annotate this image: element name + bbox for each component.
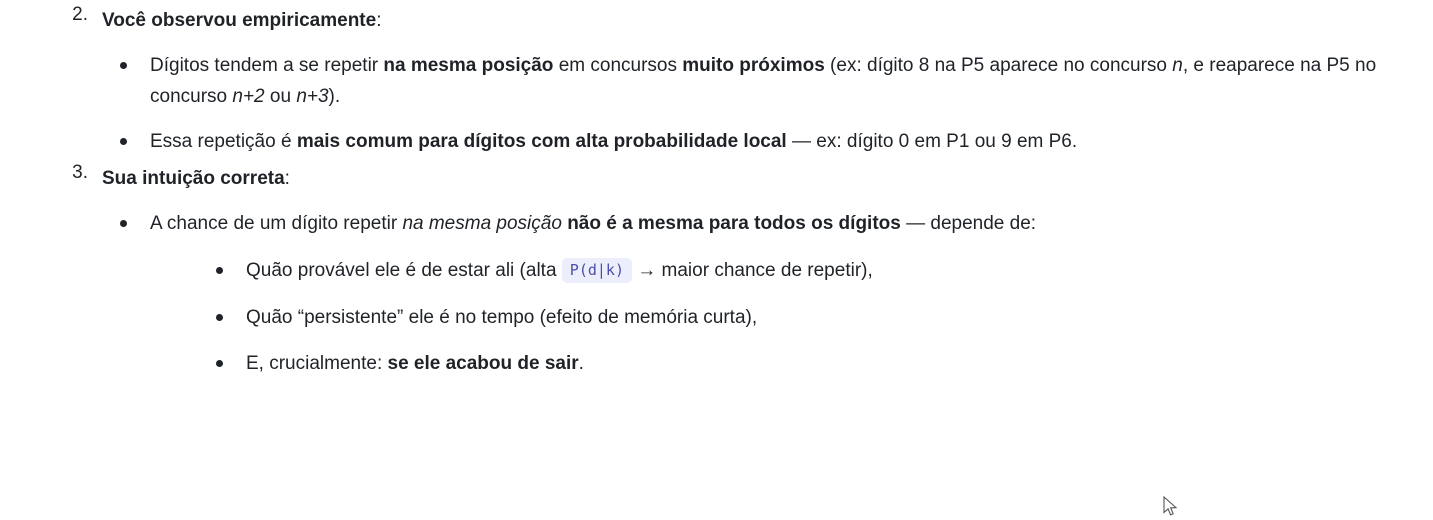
list-number: 3. [72,161,88,183]
italic-text: n+2 [232,86,265,108]
sub-bullet-text [246,260,873,281]
bullet-dot-icon [216,267,223,274]
text-run: Quão provável ele é de estar ali (alta [246,259,562,281]
bullet-dot-icon [216,360,223,367]
heading-bold-text: Você observou empiricamente [102,10,377,31]
bullet-list-item [102,209,1433,380]
bullet-text [150,131,1077,152]
text-run: em concursos [553,55,683,77]
text-run: → maior chance de repetir), [631,259,873,281]
heading-bold-text: Sua intuição correta [102,167,285,189]
heading-tail-text: : [376,10,382,31]
text-run: — depende de: [900,213,1037,235]
list-number: 2. [72,4,88,25]
sub-bullet-list-item [198,349,1433,380]
text-run: , e reaparece na P5 no concurso [150,55,1377,108]
text-run: E, crucialmente: [246,353,388,375]
text-run: ). [328,86,341,108]
bold-text: mais comum para dígitos com alta probabilidade local [296,130,787,152]
text-run: Essa repetição é [150,130,297,152]
bullet-list [102,209,1433,380]
bullet-dot-icon [120,138,127,145]
inline-code: P(d|k) [562,258,632,283]
bullet-list-item [102,51,1433,113]
bullet-dot-icon [120,62,127,69]
italic-text: n+3 [296,86,329,108]
text-run: Dígitos tendem a se repetir [150,55,384,77]
bullet-list-item [102,127,1433,158]
bullet-list [102,51,1433,157]
sub-bullet-text [246,307,757,328]
bullet-text [150,55,1376,107]
text-run: . [578,353,584,375]
bold-text: muito próximos [682,55,825,77]
text-run: ou [264,86,297,108]
sub-bullet-list-item [198,256,1433,287]
numbered-list-item [0,0,1433,158]
list-item-heading [102,158,1433,195]
italic-text: na mesma posição [402,213,562,235]
bold-text: na mesma posição [383,55,554,77]
text-run: A chance de um dígito repetir [150,213,403,235]
sub-bullet-list [198,256,1433,380]
sub-bullet-text [246,353,584,374]
bold-text: não é a mesma para todos os dígitos [567,213,901,235]
text-run: (ex: dígito 8 na P5 aparece no concurso [824,55,1173,77]
bullet-text [150,213,1036,234]
sub-bullet-list-item [198,303,1433,334]
text-run: Quão “persistente” ele é no tempo (efeito de memória curta), [246,306,758,328]
mouse-cursor-icon [1163,496,1179,518]
numbered-list-item [0,158,1433,381]
bold-text: se ele acabou de sair [387,353,579,375]
italic-text: n [1172,55,1183,77]
list-item-heading [102,0,1433,37]
text-run: — ex: dígito 0 em P1 ou 9 em P6. [786,130,1078,152]
bullet-dot-icon [120,220,127,227]
bullet-dot-icon [216,314,223,321]
heading-tail-text: : [284,167,290,189]
